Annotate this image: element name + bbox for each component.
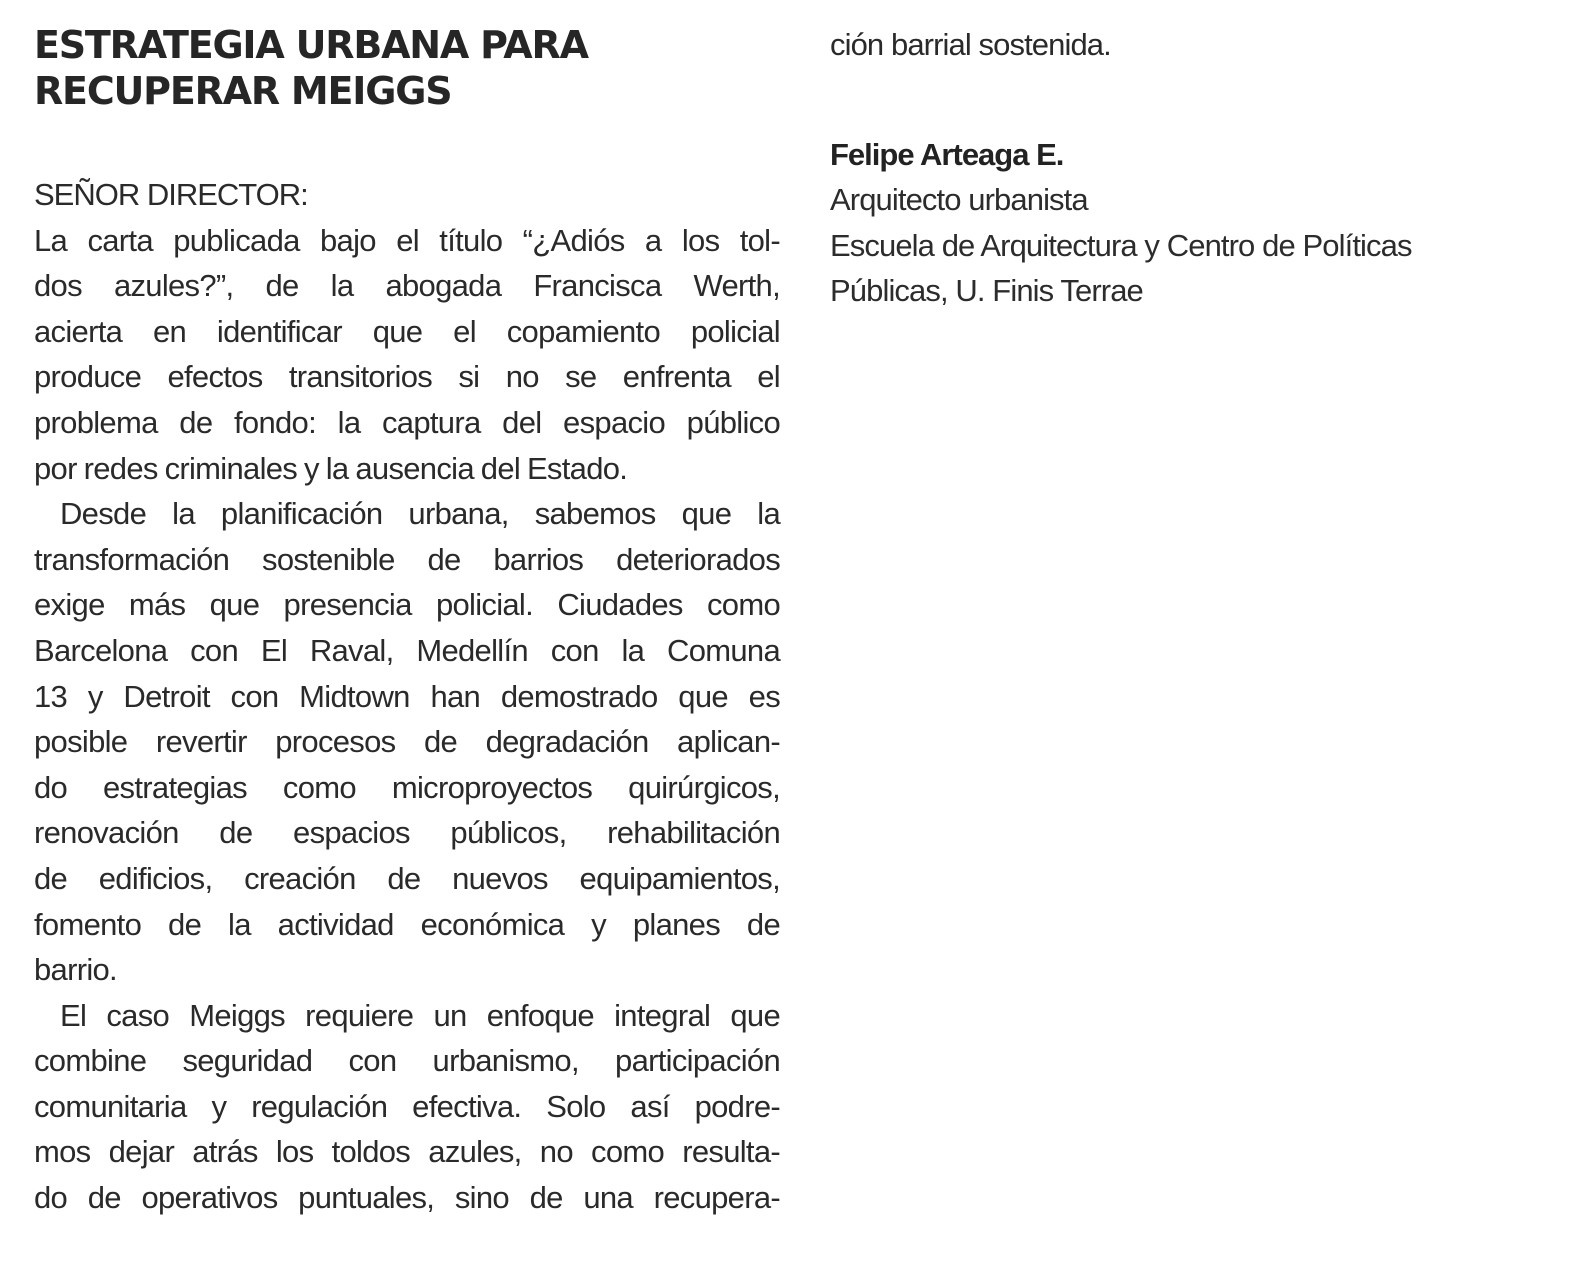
paragraph-line: posible revertir procesos de degradación aplican-	[34, 724, 780, 760]
paragraph-line: renovación de espacios públicos, rehabilitación	[34, 815, 780, 851]
letter-right-column	[830, 22, 1550, 314]
paragraph-line: dos azules?”, de la abogada Francisca Werth,	[34, 268, 780, 304]
author-institution-line-2: Públicas, U. Finis Terrae	[830, 273, 1143, 309]
paragraph-line: Desde la planificación urbana, sabemos que la	[60, 496, 780, 532]
paragraph-line: por redes criminales y la ausencia del Estado.	[34, 450, 628, 486]
paragraph-2	[34, 491, 780, 993]
salutation: SEÑOR DIRECTOR:	[34, 177, 308, 212]
paragraph-3	[34, 993, 780, 1221]
paragraph-line: acierta en identificar que el copamiento policial	[34, 313, 780, 349]
paragraph-line: fomento de la actividad económica y planes de	[34, 906, 780, 942]
paragraph-line: problema de fondo: la captura del espacio público	[34, 404, 780, 440]
headline	[34, 22, 780, 114]
paragraph-line: comunitaria y regulación efectiva. Solo así podre-	[34, 1088, 780, 1124]
paragraph-line: 13 y Detroit con Midtown han demostrado que es	[34, 678, 780, 714]
paragraph-line: do de operativos puntuales, sino de una recupera-	[34, 1180, 780, 1216]
letter-left-column	[34, 22, 780, 1221]
author-institution-line-1: Escuela de Arquitectura y Centro de Políticas	[830, 227, 1412, 263]
headline-line-1: ESTRATEGIA URBANA PARA	[34, 23, 588, 67]
paragraph-line: La carta publicada bajo el título “¿Adiós a los tol-	[34, 222, 780, 258]
paragraph-line: combine seguridad con urbanismo, participación	[34, 1043, 780, 1079]
paragraph-line: do estrategias como microproyectos quirúrgicos,	[34, 769, 780, 805]
paragraph-line: Barcelona con El Raval, Medellín con la Comuna	[34, 632, 780, 668]
headline-line-2: RECUPERAR MEIGGS	[34, 69, 452, 113]
paragraph-line: de edificios, creación de nuevos equipamientos,	[34, 860, 780, 896]
author-title: Arquitecto urbanista	[830, 182, 1088, 218]
paragraph-line: mos dejar atrás los toldos azules, no como resulta-	[34, 1134, 780, 1170]
paragraph-line: produce efectos transitorios si no se enfrenta el	[34, 359, 780, 395]
paragraph-line: barrio.	[34, 952, 117, 988]
author-affiliation	[830, 177, 1550, 314]
paragraph-1	[34, 218, 780, 492]
paragraph-line: exige más que presencia policial. Ciudades como	[34, 587, 780, 623]
paragraph-line: transformación sostenible de barrios deteriorados	[34, 541, 780, 577]
author-name: Felipe Arteaga E.	[830, 136, 1064, 172]
paragraph-continuation: ción barrial sostenida.	[830, 27, 1111, 62]
paragraph-line: El caso Meiggs requiere un enfoque integral que	[60, 997, 780, 1033]
